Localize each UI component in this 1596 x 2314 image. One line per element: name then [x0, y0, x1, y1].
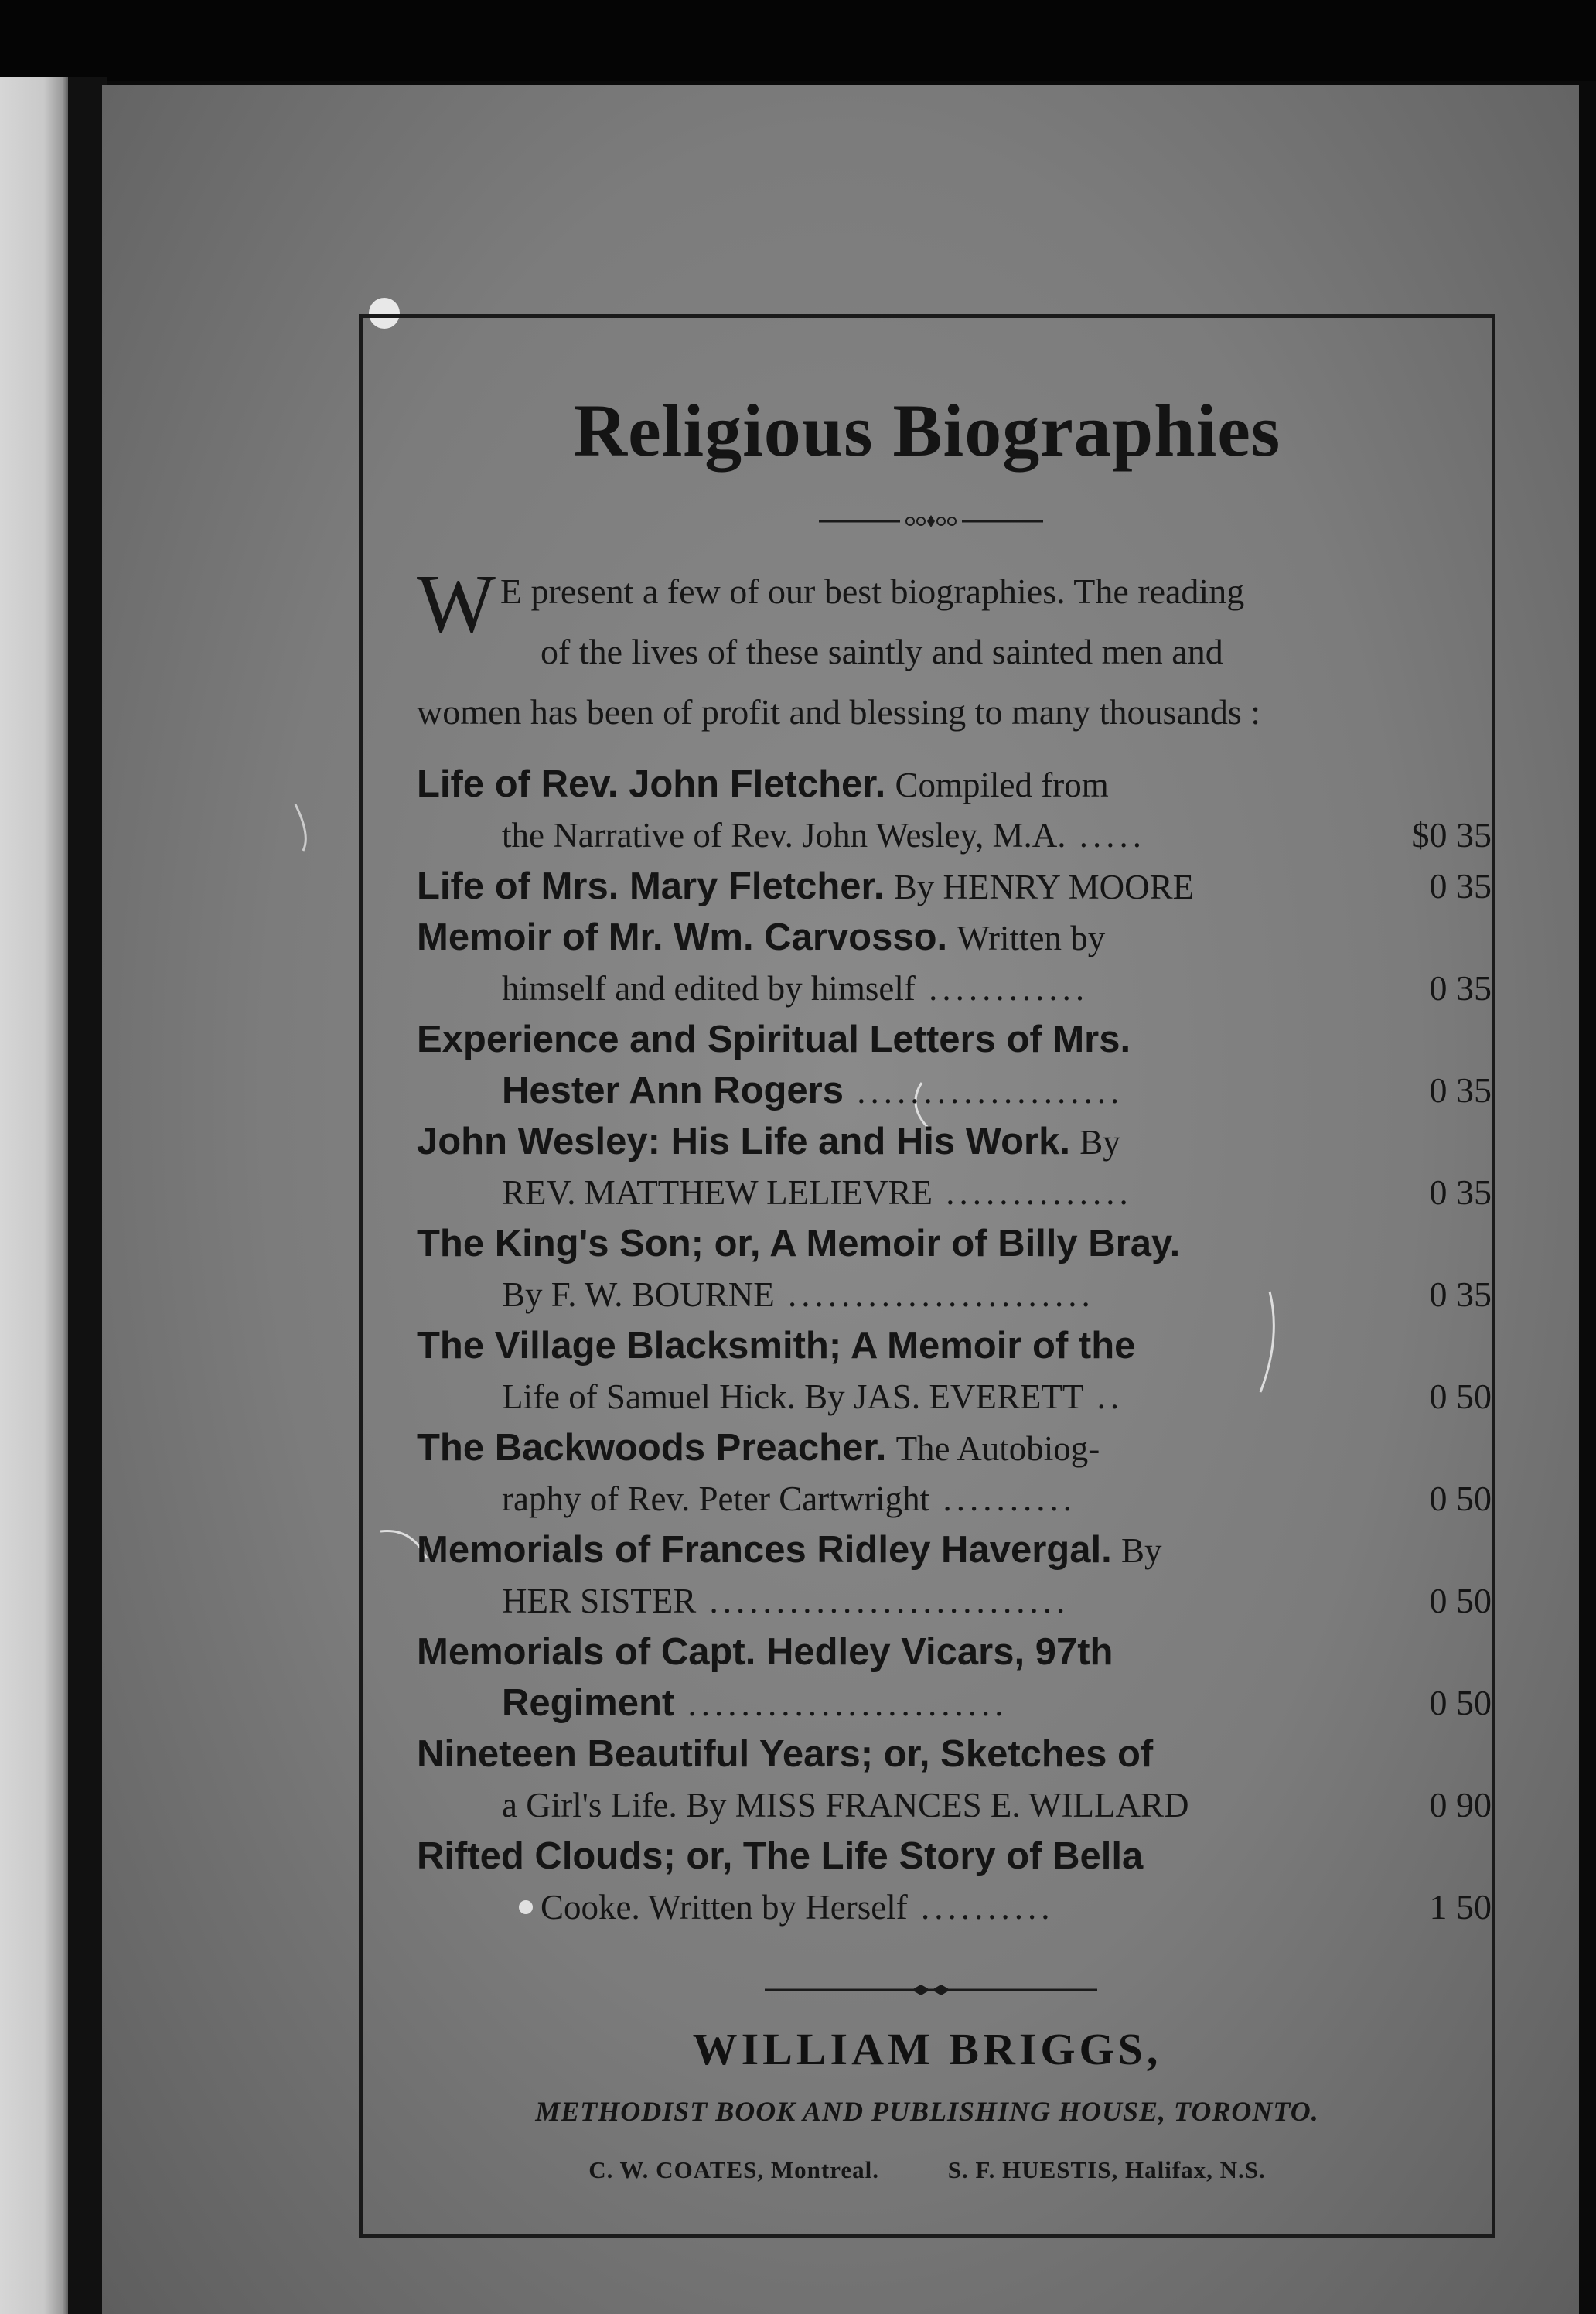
ad-frame	[359, 314, 1495, 2238]
entry-continuation: Cooke. Written by Herself	[541, 1888, 908, 1927]
agents-line	[363, 2156, 1492, 2184]
entry-continuation: REV. MATTHEW LELIEVRE	[502, 1173, 933, 1212]
entry-title: Memorials of Frances Ridley Havergal.	[417, 1529, 1112, 1571]
list-item: John Wesley: His Life and His Work. By REV. MATTHEW LELIEVRE .............. 0 35	[417, 1116, 1492, 1218]
footer-divider	[765, 1982, 1097, 1998]
entry-continuation: By F. W. BOURNE	[502, 1275, 775, 1314]
list-item: Rifted Clouds; or, The Life Story of Bella Cooke. Written by Herself .......... 1 50	[417, 1831, 1492, 1933]
entry-title: Experience and Spiritual Letters of Mrs.	[417, 1019, 1131, 1060]
intro-line-3: women has been of profit and blessing to many thousands :	[417, 692, 1261, 732]
entry-price: 1 50	[1429, 1887, 1492, 1927]
list-item: Memorials of Capt. Hedley Vicars, 97th Regiment ........................ 0 50	[417, 1626, 1492, 1729]
entry-title: Life of Mrs. Mary Fletcher.	[417, 865, 885, 907]
intro-paragraph	[417, 558, 1437, 742]
entry-price: 0 50	[1429, 1479, 1492, 1518]
entry-continuation: the Narrative of Rev. John Wesley, M.A.	[502, 816, 1066, 855]
entry-continuation: himself and edited by himself	[502, 969, 916, 1008]
book-spine	[68, 77, 107, 2314]
entry-title: The King's Son; or, A Memoir of Billy Bray.	[417, 1223, 1181, 1265]
entry-title: Memorials of Capt. Hedley Vicars, 97th	[417, 1631, 1113, 1673]
list-item: Memoir of Mr. Wm. Carvosso. Written by himself and edited by himself ............ 0 35	[417, 912, 1492, 1014]
back-cover	[102, 85, 1579, 2314]
entry-title: The Village Blacksmith; A Memoir of the	[417, 1325, 1136, 1367]
agent-halifax: S. F. HUESTIS, Halifax, N.S.	[947, 2156, 1266, 2183]
entry-title: John Wesley: His Life and His Work.	[417, 1121, 1070, 1162]
entry-note: By	[1079, 1123, 1120, 1162]
list-item: The Village Blacksmith; A Memoir of the Life of Samuel Hick. By JAS. EVERETT .. 0 50	[417, 1320, 1492, 1422]
list-item	[417, 1729, 1492, 1831]
entry-continuation: HER SISTER	[502, 1582, 697, 1620]
entry-note: By	[1120, 1531, 1162, 1570]
entry-title: Life of Rev. John Fletcher.	[417, 763, 886, 805]
publisher-address: METHODIST BOOK AND PUBLISHING HOUSE, TORONTO.	[535, 2096, 1319, 2127]
list-item: The Backwoods Preacher. The Autobiog- raphy of Rev. Peter Cartwright .......... 0 50	[417, 1422, 1492, 1524]
entry-note: Written by	[957, 919, 1106, 957]
ornament-divider	[819, 511, 1043, 531]
entry-title: The Backwoods Preacher.	[417, 1427, 887, 1469]
entry-continuation: a Girl's Life. By MISS FRANCES E. WILLARD	[502, 1786, 1189, 1824]
entry-price: 0 35	[1429, 968, 1492, 1008]
list-item: Experience and Spiritual Letters of Mrs. Hester Ann Rogers .................... 0 35	[417, 1014, 1492, 1116]
agent-montreal: C. W. COATES, Montreal.	[588, 2156, 880, 2183]
entry-title: Nineteen Beautiful Years; or, Sketches of	[417, 1733, 1154, 1775]
list-item: Memorials of Frances Ridley Havergal. By HER SISTER ........................... 0 50	[417, 1524, 1492, 1626]
list-item: Life of Rev. John Fletcher. Compiled from the Narrative of Rev. John Wesley, M.A. ..... $0 35	[417, 759, 1492, 861]
publisher-name: WILLIAM BRIGGS,	[692, 2024, 1162, 2074]
list-item	[417, 861, 1492, 912]
entry-continuation: raphy of Rev. Peter Cartwright	[502, 1480, 930, 1518]
entry-price: 0 35	[1429, 866, 1492, 906]
entry-note: By HENRY MOORE	[893, 868, 1195, 906]
entry-continuation: Life of Samuel Hick. By JAS. EVERETT	[502, 1377, 1084, 1416]
entry-title: Memoir of Mr. Wm. Carvosso.	[417, 916, 948, 958]
entry-price: 0 90	[1429, 1785, 1492, 1824]
top-dark-border	[0, 0, 1596, 81]
intro-line-1: E present a few of our best biographies. The reading	[500, 572, 1245, 611]
entry-continuation: Regiment	[502, 1682, 675, 1724]
list-item: The King's Son; or, A Memoir of Billy Bray. By F. W. BOURNE ....................... 0 35	[417, 1218, 1492, 1320]
biography-list	[417, 759, 1492, 1933]
intro-line-2: of the lives of these saintly and sainted men and	[541, 632, 1223, 671]
entry-price: 0 50	[1429, 1581, 1492, 1620]
page-title: Religious Biographies	[573, 389, 1281, 472]
entry-note: Compiled from	[895, 766, 1109, 804]
entry-price: 0 50	[1429, 1683, 1492, 1722]
entry-note: The Autobiog-	[895, 1429, 1100, 1468]
entry-price: 0 50	[1429, 1377, 1492, 1416]
drop-cap: W	[417, 558, 496, 650]
page-edge	[0, 77, 73, 2314]
entry-continuation: Hester Ann Rogers	[502, 1070, 844, 1111]
entry-price: 0 35	[1429, 1172, 1492, 1212]
entry-price: 0 35	[1429, 1275, 1492, 1314]
entry-price: 0 35	[1429, 1070, 1492, 1110]
entry-price: $0 35	[1411, 815, 1492, 855]
entry-title: Rifted Clouds; or, The Life Story of Bella	[417, 1835, 1144, 1877]
